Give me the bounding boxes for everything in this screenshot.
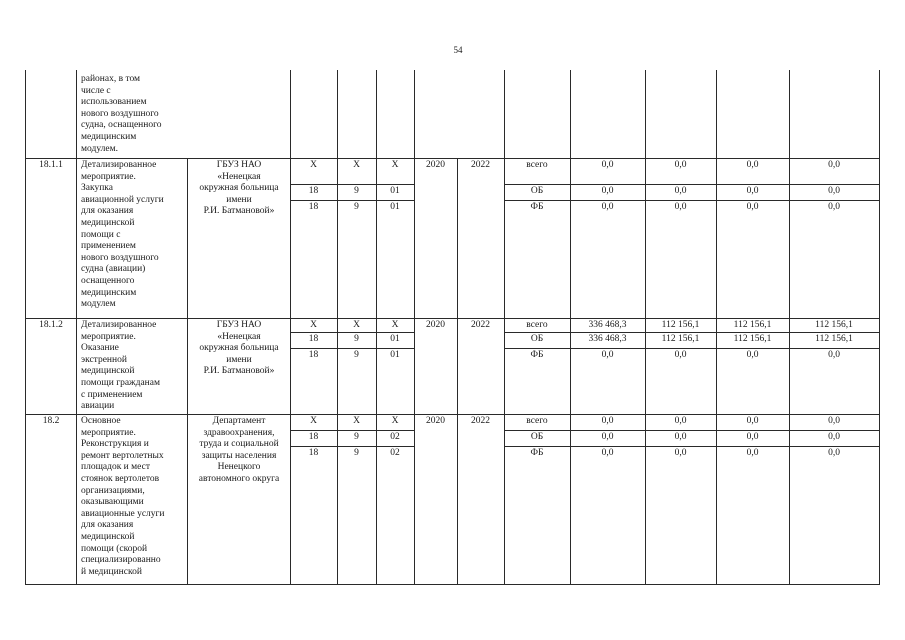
row-id: 18.2 [42, 416, 60, 426]
amount-2021: 112 156,1 [733, 320, 772, 330]
row-id: 18.1.1 [39, 160, 63, 170]
code-1: 18 [308, 186, 319, 196]
code-2: X [353, 160, 360, 170]
code-3: 01 [390, 334, 400, 344]
row-border [504, 184, 880, 185]
code-1: 18 [308, 432, 319, 442]
col-border [76, 70, 77, 585]
col-border [457, 158, 458, 585]
budget-table [25, 70, 880, 585]
amount-total: 0,0 [601, 416, 614, 426]
amount-2022: 112 156,1 [815, 334, 853, 344]
row-border [290, 446, 414, 447]
row-border [25, 318, 880, 319]
code-3: X [391, 416, 399, 426]
amount-2020: 0,0 [674, 202, 687, 212]
row-border [504, 200, 880, 201]
row-border [25, 584, 880, 585]
amount-2022: 112 156,1 [815, 320, 853, 330]
funding-source: ОБ [530, 186, 544, 196]
amount-2021: 0,0 [746, 448, 759, 458]
row-border [290, 332, 414, 333]
amount-2021: 0,0 [746, 416, 759, 426]
funding-source: всего [526, 320, 548, 330]
amount-total: 336 468,3 [588, 334, 627, 344]
amount-2021: 0,0 [746, 432, 759, 442]
amount-2020: 112 156,1 [661, 320, 700, 330]
funding-source: всего [526, 416, 548, 426]
code-2: 9 [354, 432, 359, 442]
amount-2020: 112 156,1 [661, 334, 700, 344]
row-year-end: 2022 [471, 416, 490, 426]
amount-total: 336 468,3 [588, 320, 627, 330]
code-2: X [353, 416, 360, 426]
amount-2020: 0,0 [674, 432, 687, 442]
amount-total: 0,0 [601, 202, 614, 212]
funding-source: всего [526, 160, 548, 170]
code-2: X [353, 320, 360, 330]
code-1: 18 [308, 448, 319, 458]
code-2: 9 [354, 202, 359, 212]
code-2: 9 [354, 334, 359, 344]
amount-2020: 0,0 [674, 186, 687, 196]
row-border [290, 184, 414, 185]
row-year-end: 2022 [471, 160, 490, 170]
code-1: 18 [308, 334, 319, 344]
row-border [25, 158, 880, 159]
row-executor: ГБУЗ НАО «Ненецкая окружная больница имени Р.И. Батмановой» [199, 160, 279, 216]
row-border [290, 200, 414, 201]
row-executor: ГБУЗ НАО «Ненецкая окружная больница имени Р.И. Батмановой» [199, 320, 279, 376]
row-border [504, 348, 880, 349]
code-3: X [391, 320, 399, 330]
row-year-start: 2020 [426, 160, 445, 170]
code-1: X [310, 416, 317, 426]
row-border [504, 446, 880, 447]
code-3: 01 [390, 186, 400, 196]
amount-2021: 0,0 [746, 202, 759, 212]
code-2: 9 [354, 350, 359, 360]
amount-total: 0,0 [601, 350, 614, 360]
row-name: Детализированное мероприятие. Оказание экстренной медицинской помощи гражданам с применением авиации [81, 320, 160, 412]
amount-2022: 0,0 [828, 432, 840, 442]
row-border [25, 414, 880, 415]
amount-2020: 0,0 [674, 350, 687, 360]
code-1: 18 [308, 202, 319, 212]
amount-2022: 0,0 [828, 448, 840, 458]
amount-2022: 0,0 [828, 202, 840, 212]
row-border [290, 348, 414, 349]
funding-source: ОБ [530, 432, 544, 442]
amount-total: 0,0 [601, 432, 614, 442]
amount-2020: 0,0 [674, 416, 687, 426]
amount-total: 0,0 [601, 160, 614, 170]
funding-source: ФБ [530, 448, 544, 458]
funding-source: ФБ [530, 202, 544, 212]
code-1: X [310, 160, 317, 170]
amount-total: 0,0 [601, 186, 614, 196]
continuation-text: районах, в том числе с использованием нового воздушного судна, оснащенного медицинским модулем. [81, 74, 162, 154]
row-year-start: 2020 [426, 416, 445, 426]
amount-2021: 0,0 [746, 160, 759, 170]
code-3: 01 [390, 202, 400, 212]
code-2: 9 [354, 448, 359, 458]
code-1: 18 [308, 350, 319, 360]
amount-total: 0,0 [601, 448, 614, 458]
row-year-end: 2022 [471, 320, 490, 330]
col-border [879, 70, 880, 585]
amount-2022: 0,0 [828, 160, 840, 170]
funding-source: ОБ [530, 334, 544, 344]
amount-2020: 0,0 [674, 160, 687, 170]
funding-source: ФБ [530, 350, 544, 360]
amount-2022: 0,0 [828, 350, 840, 360]
row-border [504, 430, 880, 431]
row-id: 18.1.2 [39, 320, 63, 330]
amount-2021: 112 156,1 [733, 334, 772, 344]
row-border [290, 430, 414, 431]
code-3: 01 [390, 350, 400, 360]
code-1: X [310, 320, 317, 330]
code-3: 02 [390, 432, 400, 442]
amount-2021: 0,0 [746, 350, 759, 360]
row-border [504, 332, 880, 333]
row-name: Детализированное мероприятие. Закупка авиационной услуги для оказания медицинской помощи с применением нового воздушного судна (авиации) оснащенного медицинским модулем [81, 160, 164, 310]
code-3: X [391, 160, 399, 170]
code-2: 9 [354, 186, 359, 196]
row-executor: Департамент здравоохранения, труда и социальной защиты населения Ненецкого автономного округа [198, 416, 280, 484]
amount-2020: 0,0 [674, 448, 687, 458]
row-year-start: 2020 [426, 320, 445, 330]
amount-2021: 0,0 [746, 186, 759, 196]
code-3: 02 [390, 448, 400, 458]
page-number: 54 [453, 45, 463, 55]
amount-2022: 0,0 [828, 416, 840, 426]
amount-2022: 0,0 [828, 186, 840, 196]
row-name: Основное мероприятие. Реконструкция и ремонт вертолетных площадок и мест стоянок вертолетов организациями, оказывающими авиационные услуги для оказания медицинской помощи (скорой специализированно й медицинской [81, 416, 165, 577]
